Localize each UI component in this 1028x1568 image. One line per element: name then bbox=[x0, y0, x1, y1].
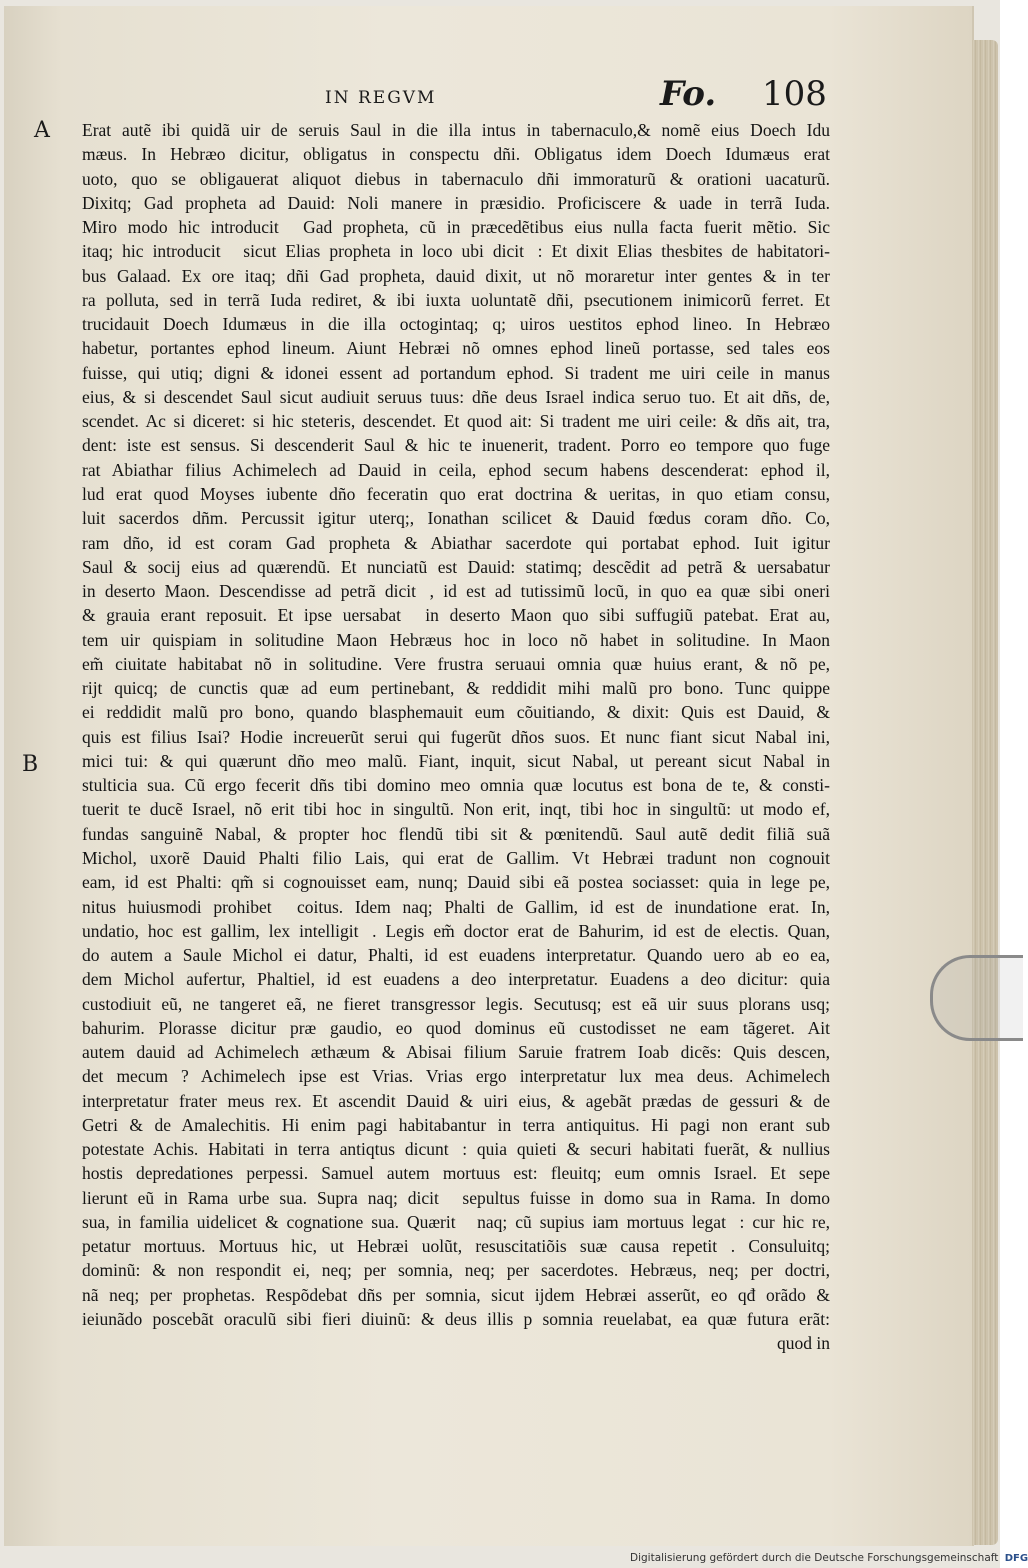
text-line: nã neq; per prophetas. Respõdebat dñs per somnia, sicut ijdem Hebræi asserũt, eo qđ orãdo & bbox=[82, 1284, 830, 1305]
text-line: Michol, uxorẽ Dauid Phalti filio Lais, qui erat de Gallim. Vt Hebræi tradunt non cognouit bbox=[82, 847, 830, 868]
dfg-logo-icon: DFG bbox=[1004, 1553, 1028, 1564]
text-line: rat Abiathar filius Achimelech ad Dauid in ceila, ephod secum habens descenderat: ephod il, bbox=[82, 459, 830, 480]
text-line: em̃ ciuitate habitabat nõ in solitudine. Vere frustra seruaui omnia quæ huius erant, & nõ pe, bbox=[82, 653, 830, 674]
text-line: mæus. In Hebræo dicitur, obligatus in conspectu dñi. Obligatus idem Doech Idumæus erat bbox=[82, 144, 830, 165]
text-line: petatur mortuus. Mortuus hic, ut Hebræi uolũt, resuscitatiõis suæ causa repetit᷑. Consuluitq; bbox=[82, 1236, 830, 1257]
text-line: hostis depredationes perpessi. Samuel autem mortuus est: fleuitq; eum omnis Israel. Et sepe bbox=[82, 1163, 830, 1184]
folio-label: Fo. bbox=[660, 74, 717, 114]
text-line: custodiuit eũ, ne tangeret eã, ne fieret transgressor legis. Secutusq; est eã uir suus plorans usq; bbox=[82, 993, 830, 1014]
body-text bbox=[82, 118, 830, 1356]
text-line: & grauia erant reposuit. Et ipse uersabat᷑ in deserto Maon quo sibi suffugiũ patebat. Erat au, bbox=[82, 605, 830, 626]
text-line: quod in bbox=[777, 1333, 830, 1354]
text-line: luit sacerdos dñm. Percussit igitur uterq;, Ionathan scilicet & Dauid fœdus coram dño. Co, bbox=[82, 508, 830, 529]
text-line: undatio, hoc est gallim, lex intelligit᷑. Legis em̃ doctor erat de Bahurim, id est de electis. Quan, bbox=[82, 920, 830, 941]
text-line: bahurim. Plorasse dicitur præ gaudio, eo quod dominus eũ custodisset ne eam tãgeret. Ait bbox=[82, 1017, 830, 1038]
text-line: dent: iste est sensus. Si descenderit Saul & hic te inuenerit, tradent. Porro eo tempore quo fuge bbox=[82, 435, 830, 456]
text-line: trucidauit Doech Idumæus in die illa octogintaq; q; uiros uestitos ephod lineo. In Hebræo bbox=[82, 314, 830, 335]
text-line: ei reddidit malũ pro bono, quando blasphemauit eum cõuitiando, & dixit: Quis est Dauid, & bbox=[82, 702, 830, 723]
text-line: autem dauid ad Achimelech æthæum & Abisai filium Saruie fratrem Ioab dicẽs: Quis descen, bbox=[82, 1042, 830, 1063]
text-line: nitus huiusmodi prohibet᷑ coitus. Idem naq; Phalti de Gallim, id est de inundatione erat. In, bbox=[82, 896, 830, 917]
text-line: rijt quicq; de cunctis quæ ad eum pertinebant, & reddidit mihi malũ pro bono. Tunc quippe bbox=[82, 678, 830, 699]
text-line: dominũ: & non respondit ei, neq; per somnia, neq; per sacerdotes. Hebræus, neq; per doctri, bbox=[82, 1260, 830, 1281]
text-line: interpretatur frater meus rex. Et ascendit Dauid & uiri eius, & agebãt prædas de gessuri & de bbox=[82, 1090, 830, 1111]
text-line: ra polluta, sed in terrã Iuda rediret, & ibi iuxta uoluntatẽ dñi, psecutionem inimicorũ ferret. Et bbox=[82, 289, 830, 310]
text-line: fuisse, qui utiq; digni & idonei essent ad portandum ephod. Si tradent me uiri ceile in manus bbox=[82, 362, 830, 383]
text-line: tuerit te ducẽ Israel, nõ erit tibi hoc in singultũ. Non erit, inqt, tibi hoc in singultũ: ut modo ef, bbox=[82, 799, 830, 820]
text-line: ieiunãdo poscebãt oraculũ sibi fieri diuinũ: & deus illis p somnia reuelabat, ea quæ futura erãt: bbox=[82, 1309, 830, 1330]
text-line: itaq; hic introducit᷑ sicut Elias propheta in loco ubi dicit᷑: Et dixit Elias thesbites de habitatori- bbox=[82, 241, 830, 262]
text-line: tem uir quispiam in solitudine Maon Hebræus hoc in loco nõ habet in solitudine. In Maon bbox=[82, 629, 830, 650]
text-line: mici tui: & qui quærunt dño meo malũ. Fiant, inquit, sicut Nabal, ut pereant sicut Nabal in bbox=[82, 750, 830, 771]
text-line: sua, in familia uidelicet & cognatione sua. Quærit᷑ naq; cũ supius iam mortuus legat᷑: cur hic re, bbox=[82, 1211, 830, 1232]
text-line: habetur, portantes ephod lineum. Aiunt Hebræi nõ omnes ephod lineũ portasse, sed tales eos bbox=[82, 338, 830, 359]
text-line: dem Michol aufertur, Phaltiel, id est euadens a deo interpretatur. Euadens a deo dicitur: quia bbox=[82, 969, 830, 990]
text-line: bus Galaad. Ex ore itaq; dñi Gad propheta, dauid dixit, ut nõ moraretur inter gentes & in ter bbox=[82, 265, 830, 286]
credit-text: Digitalisierung gefördert durch die Deutsche Forschungsgemeinschaft bbox=[630, 1552, 999, 1564]
text-line: det mecum ? Achimelech ipse est Vrias. Vrias ergo interpretatur lux mea deus. Achimelech bbox=[82, 1066, 830, 1087]
text-line: Saul & socij eius ad quærendũ. Et nunciatũ est Dauid: statimq; descẽdit ad petrã & uersabatur bbox=[82, 556, 830, 577]
text-line: quis est filius Isai? Hodie increuerũt serui qui fugerũt dños suos. Et nunc fiant sicut Nabal ini, bbox=[82, 726, 830, 747]
text-line: in deserto Maon. Descendisse ad petrã dicit᷑, id est ad tutissimũ locũ, in quo ea quæ sibi oneri bbox=[82, 581, 830, 602]
running-title: IN REGVM bbox=[325, 88, 437, 108]
book-clasp bbox=[930, 955, 1023, 1041]
text-line: uoto, quo se obligauerat aliquot diebus in tabernaculo dñi immoraturũ & orationi uacaturũ. bbox=[82, 168, 830, 189]
text-line: Miro modo hic introducit᷑ Gad propheta, cũ in præcedẽtibus eius nulla facta fuerit mẽtio. Sic bbox=[82, 217, 830, 238]
digitization-credit bbox=[630, 1552, 1028, 1564]
text-line: lud erat quod Moyses iubente dño feceratin quo erat doctrina & ueritas, in quo etiam consu, bbox=[82, 483, 830, 504]
text-line: lierunt eũ in Rama urbe sua. Supra naq; dicit᷑ sepultus fuisse in domo sua in Rama. In domo bbox=[82, 1187, 830, 1208]
text-line: Getri & de Amalechitis. Hi enim pagi habitabantur in terra antiquitus. Hi pagi non erant sub bbox=[82, 1114, 830, 1135]
text-line: Erat autẽ ibi quidã uir de seruis Saul in die illa intus in tabernaculo,& nomẽ eius Doech Idu bbox=[82, 120, 830, 140]
text-line: potestate Achis. Habitati in terra antiqtus dicunt᷑: quia quieti & securi habitati fuerãt, & nullius bbox=[82, 1139, 830, 1160]
text-line: fundas sanguinẽ Nabal, & propter hoc flendũ tibi sit & pœnitendũ. Saul autẽ dedit filiã suã bbox=[82, 823, 830, 844]
text-line: stulticia sua. Cũ ergo fecerit dñs tibi domino meo omnia quæ locutus est bona de te, & consti- bbox=[82, 775, 830, 796]
text-line: scendet. Ac si diceret: si hic steteris, descendet. Et quod ait: Si tradent me uiri ceile: & dñs ait, tra, bbox=[82, 411, 830, 432]
page-edge bbox=[972, 40, 998, 1545]
text-line: ram dño, id est coram Gad propheta & Abiathar sacerdote qui portabat ephod. Iuit igitur bbox=[82, 532, 830, 553]
text-line: eam, id est Phalti: qm̃ si cognouisset eam, nunq; Dauid sibi eã postea sociasset: quia in lege pe, bbox=[82, 872, 830, 893]
text-line: eius, & si descendet Saul sicut audiuit seruus tuus: dñe deus Israel indica seruo tuo. Et ait dñs, de, bbox=[82, 386, 830, 407]
folio-number: 108 bbox=[762, 74, 827, 114]
margin-letter-b: B bbox=[22, 752, 39, 777]
text-line: Dixitq; Gad propheta ad Dauid: Noli manere in præsidio. Proficiscere & uade in terrã Iuda. bbox=[82, 192, 830, 213]
text-line: do autem a Saule Michol ei datur, Phalti, id est euadens interpretatur. Quando uero ab eo ea, bbox=[82, 945, 830, 966]
margin-letter-a: A bbox=[34, 118, 50, 143]
